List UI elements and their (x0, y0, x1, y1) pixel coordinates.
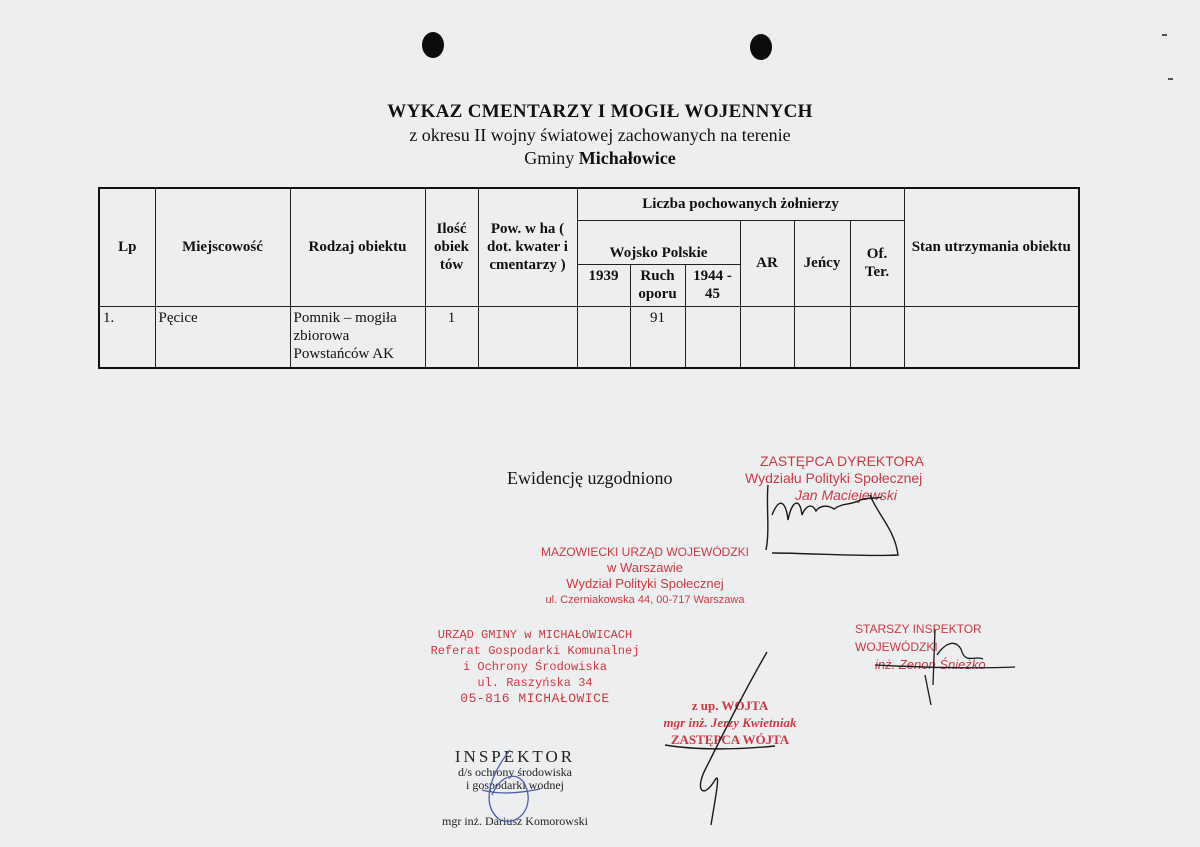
header-rodzaj-obiektu: Rodzaj obiektu (290, 188, 425, 306)
scan-mark (1162, 34, 1167, 36)
cell-lp: 1. (99, 306, 155, 368)
stamp-line: Wydziału Polityki Społecznej (745, 470, 923, 486)
header-1944-45: 1944 - 45 (685, 264, 740, 306)
stamp-line: ZASTĘPCA DYREKTORA (760, 453, 924, 469)
header-stan-utrzymania: Stan utrzymania obiektu (904, 188, 1079, 306)
signature-inspector (865, 625, 1025, 705)
stamp-line: d/s ochrony środowiska (458, 765, 572, 779)
cell-miejscowosc: Pęcice (155, 306, 290, 368)
header-miejscowosc: Miejscowość (155, 188, 290, 306)
cell-pow (478, 306, 577, 368)
cell-jency (794, 306, 850, 368)
stamp-line: STARSZY INSPEKTOR WOJEWÓDZKI (855, 622, 982, 654)
stamp-line: Wydział Polityki Społecznej (566, 576, 724, 591)
header-powierzchnia: Pow. w ha ( dot. kwater i cmentarzy ) (478, 188, 577, 306)
signature-inspector-blue (470, 745, 550, 830)
cell-1939 (577, 306, 630, 368)
cell-rodzaj: Pomnik – mogiła zbiorowa Powstańców AK (290, 306, 425, 368)
document-title (0, 100, 1200, 170)
stamp-line: Referat Gospodarki Komunalnej (430, 644, 640, 658)
stamp-line: mgr inż. Jerzy Kwietniak (663, 715, 797, 730)
stamp-line: URZĄD GMINY w MICHAŁOWICACH (437, 628, 633, 642)
stamp-line: 05-816 MICHAŁOWICE (460, 691, 610, 706)
stamp-line: MAZOWIECKI URZĄD WOJEWÓDZKI (541, 545, 749, 559)
signature-director (750, 475, 910, 565)
cell-ruch-oporu: 91 (630, 306, 685, 368)
stamp-line: ul. Czerniakowska 44, 00-717 Warszawa (545, 594, 745, 606)
municipality-office-stamp (415, 627, 655, 707)
header-ar: AR (740, 220, 794, 306)
stamp-line: INSPEKTOR (454, 747, 576, 766)
header-ilosc-obiektow: Ilość obiek tów (425, 188, 478, 306)
header-wojsko-polskie: Wojsko Polskie (577, 220, 740, 264)
punch-hole-right (750, 34, 772, 60)
cemetery-register-table (98, 187, 1080, 369)
cell-1944-45 (685, 306, 740, 368)
stamp-line: inż. Zenon Śnieżko (875, 657, 986, 672)
stamp-line: ZASTĘPCA WÓJTA (670, 732, 790, 747)
cell-of-ter (850, 306, 904, 368)
header-liczba-pochowanych: Liczba pochowanych żołnierzy (577, 188, 904, 220)
punch-hole-left (422, 32, 444, 58)
header-of-ter: Of. Ter. (850, 220, 904, 306)
signature-deputy-mayor (655, 650, 785, 830)
cell-ilosc: 1 (425, 306, 478, 368)
stamp-line: mgr inż. Dariusz Komorowski (442, 814, 588, 828)
stamp-line: w Warszawie (606, 560, 684, 575)
stamp-line: Jan Maciejewski (795, 487, 897, 503)
stamp-line: z up. WÓJTA (691, 698, 769, 713)
cell-ar (740, 306, 794, 368)
scan-mark (1168, 78, 1173, 80)
header-jency: Jeńcy (794, 220, 850, 306)
header-1939: 1939 (577, 264, 630, 306)
title-line-1: WYKAZ CMENTARZY I MOGIŁ WOJENNYCH (387, 101, 813, 122)
title-line-3 (0, 146, 1200, 170)
stamp-line: i gospodarki wodnej (466, 778, 564, 792)
approval-note: Ewidencję uzgodniono (507, 468, 673, 488)
header-lp: Lp (99, 188, 155, 306)
title-line-2: z okresu II wojny światowej zachowanych na terenie (409, 125, 791, 145)
header-ruch-oporu: Ruch oporu (630, 264, 685, 306)
stamp-line: ul. Raszyńska 34 (477, 676, 593, 690)
voivodeship-office-stamp (540, 544, 750, 608)
cell-stan (904, 306, 1079, 368)
stamp-line: i Ochrony Środowiska (462, 660, 608, 674)
title-prefix: Gminy (524, 148, 579, 168)
municipality-name: Michałowice (578, 148, 676, 168)
table-row (99, 306, 1079, 368)
